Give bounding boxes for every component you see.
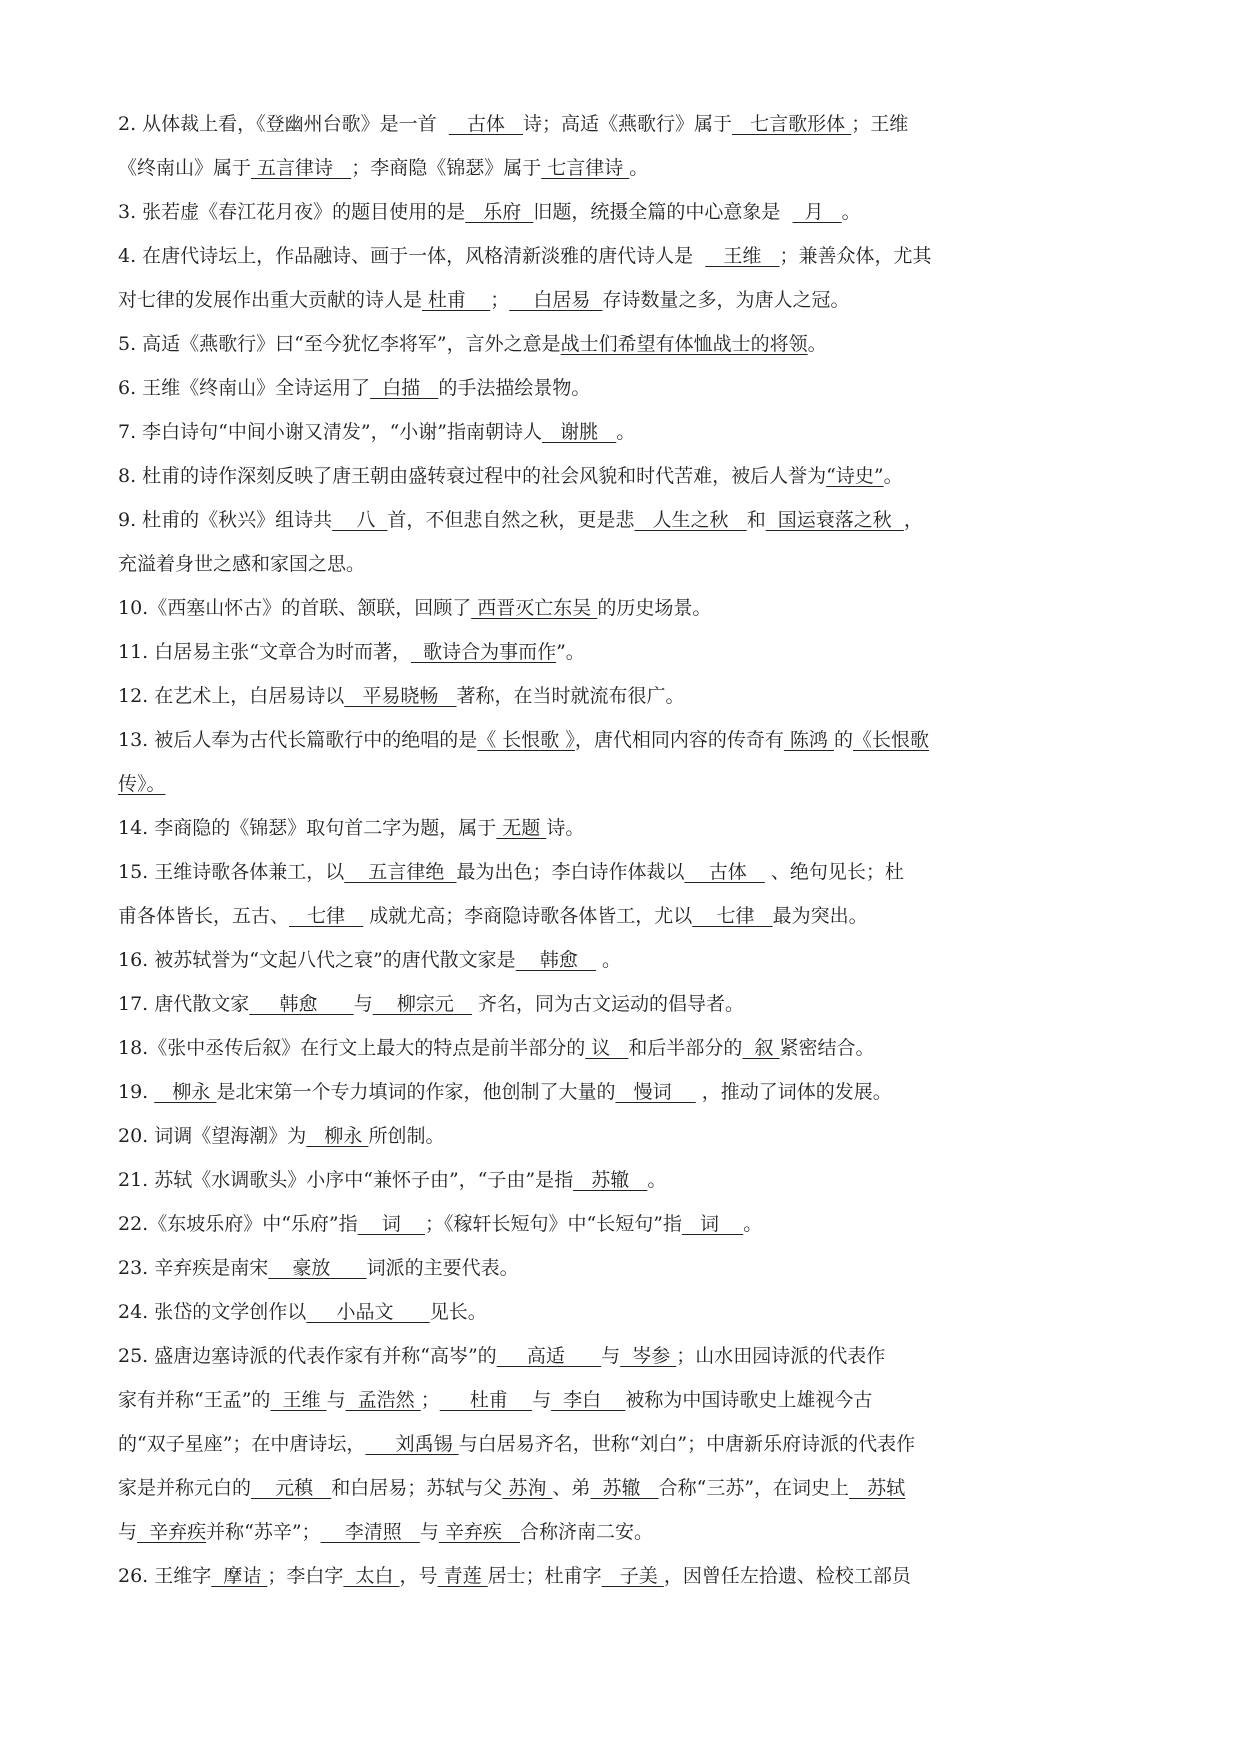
answer-blank: 传》。	[118, 773, 166, 795]
question-text: 所创制。	[368, 1125, 445, 1147]
question-text: 充溢着身世之感和家国之思。	[118, 553, 366, 575]
question-text: 和白居易；苏轼与父	[331, 1477, 503, 1499]
question-text: 16. 被苏轼誉为“文起八代之衰”的唐代散文家是	[118, 949, 516, 971]
answer-blank: 七律	[289, 905, 364, 927]
text-line	[118, 1070, 1128, 1114]
text-line	[118, 542, 1128, 586]
answer-blank: 青莲	[437, 1565, 488, 1587]
question-text: 23. 辛弃疾是南宋	[118, 1257, 269, 1279]
question-text: 旧题，统摄全篇的中心意象是	[533, 201, 793, 223]
question-text: 最为突出。	[772, 905, 868, 927]
question-text: 25. 盛唐边塞诗派的代表作家有并称“高岑”的	[118, 1345, 497, 1367]
question-text: 是北宋第一个专力填词的作家，他创制了大量的	[216, 1081, 616, 1103]
text-line	[118, 498, 1128, 542]
answer-blank: 七言歌形体	[732, 113, 852, 135]
question-text: 齐名，同为古文运动的倡导者。	[472, 993, 745, 1015]
question-text: 、绝句见长；杜	[764, 861, 904, 883]
answer-blank: 词	[357, 1213, 425, 1235]
question-text: 14. 李商隐的《锦瑟》取句首二字为题，属于	[118, 817, 497, 839]
question-text: 合称济南二安。	[520, 1521, 654, 1543]
text-line	[118, 1246, 1128, 1290]
question-text: ，唐代相同内容的传奇有	[574, 729, 784, 751]
text-line	[118, 454, 1128, 498]
question-text: 的“双子星座”；在中唐诗坛，	[118, 1433, 366, 1455]
question-text: 和后半部分的	[628, 1037, 743, 1059]
question-text: 24. 张岱的文学创作以	[118, 1301, 307, 1323]
question-text: 18.《张中丞传后叙》在行文上最大的特点是前半部分的	[118, 1037, 586, 1059]
question-text: 11. 白居易主张“文章合为时而著，	[118, 641, 411, 663]
answer-blank: 苏辙	[590, 1477, 659, 1499]
question-text: ，推动了词体的发展。	[695, 1081, 892, 1103]
question-text: 与	[419, 1521, 439, 1543]
text-line	[118, 322, 1128, 366]
text-line	[118, 1554, 1128, 1598]
text-line	[118, 1290, 1128, 1334]
question-text: ，因曾任左拾遗、检校工部员	[663, 1565, 911, 1587]
question-text: 。	[595, 949, 622, 971]
answer-blank: 五言律绝	[344, 861, 457, 883]
question-text: ”。	[556, 641, 585, 663]
text-line	[118, 410, 1128, 454]
text-line	[118, 1026, 1128, 1070]
text-line	[118, 190, 1128, 234]
answer-blank: 柳宗元	[372, 993, 472, 1015]
answer-blank: 平易晓畅	[344, 685, 457, 707]
answer-blank: 辛弃疾	[137, 1521, 207, 1543]
answer-blank: 七言律诗	[541, 157, 630, 179]
question-text: 6. 王维《终南山》全诗运用了	[118, 377, 371, 399]
question-text: ；	[490, 289, 510, 311]
answer-blank: 李清照	[320, 1521, 420, 1543]
answer-blank: 七律	[692, 905, 773, 927]
question-text: ；王维	[851, 113, 909, 135]
answer-blank: 叙	[742, 1037, 780, 1059]
question-text: 21. 苏轼《水调歌头》小序中“兼怀子由”，“子由”是指	[118, 1169, 574, 1191]
document-page	[118, 102, 1128, 1598]
text-line	[118, 1202, 1128, 1246]
answer-blank: 《 长恨歌 》	[477, 729, 575, 751]
answer-blank: 太白	[343, 1565, 400, 1587]
question-text: ；李白字	[267, 1565, 344, 1587]
text-line	[118, 674, 1128, 718]
text-line	[118, 102, 1128, 146]
answer-blank: 韩愈	[515, 949, 596, 971]
answer-blank: 苏洵	[502, 1477, 553, 1499]
answer-blank: 五言律诗	[251, 157, 352, 179]
question-text: 17. 唐代散文家	[118, 993, 250, 1015]
text-line	[118, 1422, 1128, 1466]
question-text: 和	[746, 509, 766, 531]
answer-blank: 古体	[448, 113, 523, 135]
question-text: 存诗数量之多，为唐人之冠。	[602, 289, 850, 311]
answer-blank: 陈鸿	[783, 729, 834, 751]
text-line	[118, 1510, 1128, 1554]
answer-blank: 杜甫	[422, 289, 491, 311]
answer-blank: 韩愈	[249, 993, 354, 1015]
text-line	[118, 146, 1128, 190]
question-text: ；李商隐《锦瑟》属于	[351, 157, 542, 179]
question-text: 见长。	[429, 1301, 487, 1323]
text-line	[118, 278, 1128, 322]
text-line	[118, 366, 1128, 410]
answer-blank: 王维	[270, 1389, 327, 1411]
question-text: 著称，在当时就流布很广。	[456, 685, 685, 707]
answer-blank: 谢朓	[542, 421, 617, 443]
answer-blank: 乐府	[465, 201, 534, 223]
answer-blank: 子美	[601, 1565, 664, 1587]
answer-blank: 元稹	[251, 1477, 332, 1499]
question-text: 与	[353, 993, 373, 1015]
answer-blank: 苏辙	[573, 1169, 648, 1191]
question-text: 3. 张若虚《春江花月夜》的题目使用的是	[118, 201, 466, 223]
question-text: 22.《东坡乐府》中“乐府”指	[118, 1213, 358, 1235]
answer-blank: 辛弃疾	[438, 1521, 521, 1543]
answer-blank: 白居易	[509, 289, 603, 311]
question-text: 2. 从体裁上看，《登幽州台歌》是一首	[118, 113, 449, 135]
question-text: 词派的主要代表。	[366, 1257, 519, 1279]
answer-blank: 慢词	[615, 1081, 696, 1103]
text-line	[118, 938, 1128, 982]
question-text: 26. 王维字	[118, 1565, 212, 1587]
answer-blank: 苏轼	[849, 1477, 906, 1499]
question-text: 的	[833, 729, 853, 751]
text-line	[118, 1114, 1128, 1158]
question-text: ，号	[399, 1565, 438, 1587]
question-text: 与	[601, 1345, 621, 1367]
question-text: 、弟	[552, 1477, 591, 1499]
question-text: 12. 在艺术上，白居易诗以	[118, 685, 345, 707]
question-text: 。	[841, 201, 861, 223]
text-line	[118, 718, 1128, 762]
question-text: 家是并称元白的	[118, 1477, 252, 1499]
question-text: ；《稼轩长短句》中“长短句”指	[424, 1213, 682, 1235]
question-text: 与	[532, 1389, 552, 1411]
answer-blank: 豪放	[268, 1257, 367, 1279]
question-text: ；兼善众体，尤其	[779, 245, 932, 267]
text-line	[118, 586, 1128, 630]
text-line	[118, 850, 1128, 894]
text-line	[118, 234, 1128, 278]
question-text: 。	[616, 421, 636, 443]
answer-blank: 议	[585, 1037, 629, 1059]
question-text: ；	[420, 1389, 440, 1411]
question-text: 。	[647, 1169, 667, 1191]
answer-blank: 人生之秋	[634, 509, 747, 531]
answer-blank: 孟浩然	[345, 1389, 421, 1411]
question-text: 7. 李白诗句“中间小谢又清发”，“小谢”指南朝诗人	[118, 421, 543, 443]
text-line	[118, 1334, 1128, 1378]
answer-blank: 岑参	[620, 1345, 677, 1367]
question-text: 8. 杜甫的诗作深刻反映了唐王朝由盛转衰过程中的社会风貌和时代苦难，被后人誉为	[118, 465, 827, 487]
question-text: 诗；高适《燕歌行》属于	[523, 113, 733, 135]
answer-blank: 小品文	[306, 1301, 430, 1323]
question-text: 居士；杜甫字	[487, 1565, 602, 1587]
question-text: ，	[903, 509, 923, 531]
answer-blank: 歌诗合为事而作	[410, 641, 557, 663]
question-text: 紧密结合。	[779, 1037, 875, 1059]
text-line	[118, 982, 1128, 1026]
answer-blank: 国运衰落之秋	[765, 509, 904, 531]
answer-blank: 高适	[496, 1345, 602, 1367]
answer-blank: 白描	[370, 377, 439, 399]
question-text: 。	[743, 1213, 763, 1235]
question-text: 甫各体皆长，五古、	[118, 905, 290, 927]
question-text: ；山水田园诗派的代表作	[676, 1345, 886, 1367]
answer-blank: 无题	[496, 817, 547, 839]
question-text: 9. 杜甫的《秋兴》组诗共	[118, 509, 333, 531]
answer-blank: 《长恨歌	[852, 729, 929, 751]
answer-blank: 摩诘	[211, 1565, 268, 1587]
answer-blank: “诗史”	[826, 465, 884, 487]
question-text: 成就尤高；李商隐诗歌各体皆工，尤以	[363, 905, 693, 927]
question-text: 家有并称“王孟”的	[118, 1389, 271, 1411]
answer-blank: 古体	[684, 861, 765, 883]
answer-blank: 月	[792, 201, 842, 223]
text-line	[118, 630, 1128, 674]
answer-blank: 杜甫	[439, 1389, 533, 1411]
text-line	[118, 1158, 1128, 1202]
question-text: 并称“苏辛”；	[206, 1521, 321, 1543]
answer-blank: 柳永	[306, 1125, 369, 1147]
answer-blank: 战士们希望有体恤战士的将领	[560, 333, 808, 355]
answer-blank: 八	[332, 509, 388, 531]
question-text: 与白居易齐名，世称“刘白”；中唐新乐府诗派的代表作	[458, 1433, 916, 1455]
question-text: 。	[883, 465, 903, 487]
text-line	[118, 1466, 1128, 1510]
question-text: 对七律的发展作出重大贡献的诗人是	[118, 289, 423, 311]
question-text: 首，不但悲自然之秋，更是悲	[387, 509, 635, 531]
text-line	[118, 762, 1128, 806]
question-text: 。	[629, 157, 649, 179]
question-text: 诗。	[546, 817, 585, 839]
question-text: 的历史场景。	[597, 597, 712, 619]
question-text: 4. 在唐代诗坛上，作品融诗、画于一体，风格清新淡雅的唐代诗人是	[118, 245, 706, 267]
text-line	[118, 894, 1128, 938]
text-line	[118, 1378, 1128, 1422]
answer-blank: 王维	[705, 245, 780, 267]
question-text: 《终南山》属于	[118, 157, 252, 179]
answer-blank: 词	[681, 1213, 744, 1235]
question-text: 15. 王维诗歌各体兼工，以	[118, 861, 345, 883]
question-text: 与	[118, 1521, 138, 1543]
text-line	[118, 806, 1128, 850]
question-text: 合称“三苏”，在词史上	[658, 1477, 850, 1499]
question-text: 与	[326, 1389, 346, 1411]
question-text: 19.	[118, 1081, 155, 1103]
question-text: 13. 被后人奉为古代长篇歌行中的绝唱的是	[118, 729, 478, 751]
question-text: 的手法描绘景物。	[438, 377, 591, 399]
question-text: 5. 高适《燕歌行》曰“至今犹忆李将军”，言外之意是	[118, 333, 561, 355]
question-text: 20. 词调《望海潮》为	[118, 1125, 307, 1147]
answer-blank: 柳永	[154, 1081, 217, 1103]
question-text: 被称为中国诗歌史上雄视今古	[625, 1389, 873, 1411]
answer-blank: 西晋灭亡东吴	[471, 597, 598, 619]
question-text: 最为出色；李白诗作体裁以	[456, 861, 685, 883]
question-text: 10.《西塞山怀古》的首联、颔联，回顾了	[118, 597, 472, 619]
question-text: 。	[807, 333, 827, 355]
answer-blank: 刘禹锡	[365, 1433, 459, 1455]
answer-blank: 李白	[551, 1389, 626, 1411]
